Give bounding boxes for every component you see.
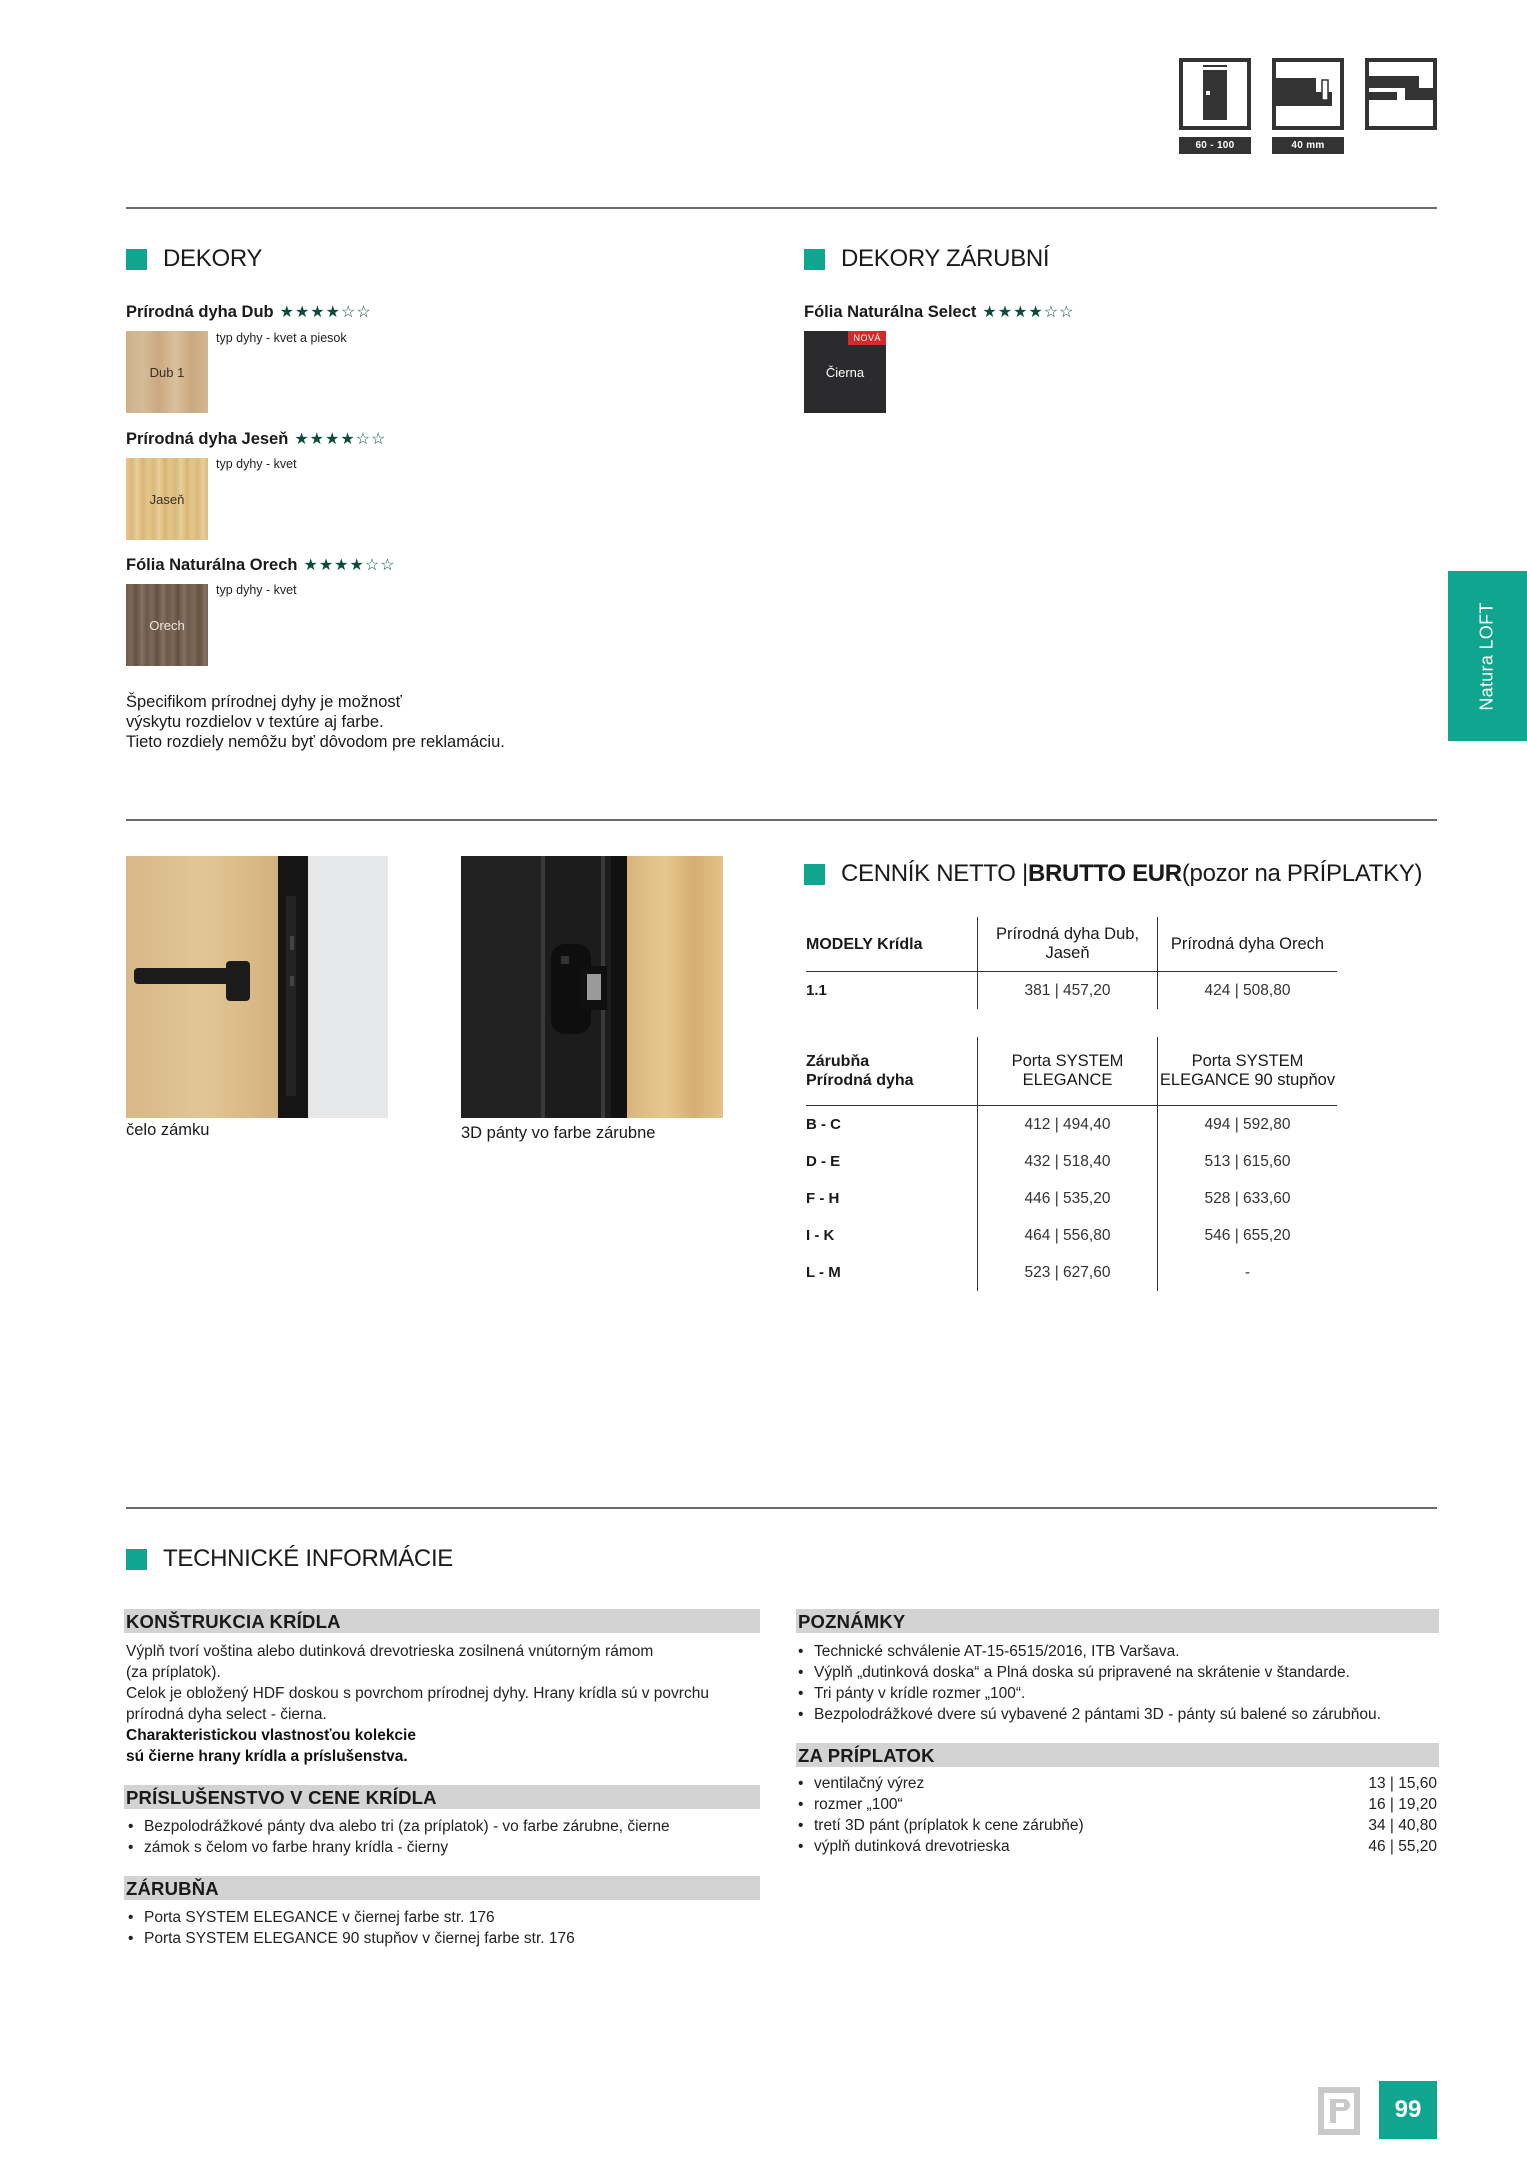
notes-heading: POZNÁMKY [796, 1609, 1439, 1633]
table-cell: 432 | 518,40 [978, 1143, 1158, 1180]
surcharge-list [796, 1773, 1437, 1857]
hinges-photo [461, 856, 723, 1118]
frames-price-table [806, 1037, 1337, 1291]
table-row [806, 1180, 1337, 1217]
dekory-title: DEKORY [126, 245, 262, 273]
table-row [806, 1143, 1337, 1180]
decor-type: typ dyhy - kvet [216, 457, 297, 471]
page-number: 99 [1379, 2081, 1437, 2139]
table-cell: D - E [806, 1153, 841, 1170]
section-marker [126, 1549, 147, 1570]
list-item: • Bezpolodrážkové dvere sú vybavené 2 pántami 3D - pánty sú balené so zárubňou. [796, 1704, 1381, 1725]
table-cell: B - C [806, 1116, 841, 1133]
table-cell: 446 | 535,20 [978, 1180, 1158, 1217]
tech-title: TECHNICKÉ INFORMÁCIE [126, 1545, 453, 1573]
header-cell: Porta SYSTEM ELEGANCE 90 stupňov [1158, 1037, 1338, 1106]
table-cell: I - K [806, 1227, 835, 1244]
section-side-tab: Natura LOFT [1448, 571, 1527, 741]
table-row [806, 1217, 1337, 1254]
section-marker [126, 249, 147, 270]
list-item: • výplň dutinková drevotrieska 46 | 55,20 [796, 1836, 1437, 1857]
notes-list [796, 1641, 1381, 1725]
table-header [806, 1037, 1337, 1106]
thickness-label: 40 mm [1272, 137, 1344, 154]
table-cell: 494 | 592,80 [1158, 1106, 1338, 1144]
dekory-zarubni-title: DEKORY ZÁRUBNÍ [804, 245, 1049, 273]
table-cell: 513 | 615,60 [1158, 1143, 1338, 1180]
header-cell: Porta SYSTEM ELEGANCE [978, 1037, 1158, 1106]
table-cell: 523 | 627,60 [978, 1254, 1158, 1291]
list-item: • Porta SYSTEM ELEGANCE v čiernej farbe str. 176 [126, 1907, 575, 1928]
rating-stars: ★★★★☆☆ [294, 431, 387, 448]
swatch-cierna: Čierna NOVÁ [804, 331, 886, 413]
frame-profile-icon [1365, 58, 1437, 130]
decor-name: Fólia Naturálna Orech ★★★★☆☆ [126, 556, 396, 574]
table-cell: 1.1 [806, 982, 827, 999]
table-cell: 381 | 457,20 [978, 972, 1158, 1010]
divider [126, 207, 1437, 209]
door-thickness-icon [1272, 58, 1344, 130]
width-label: 60 - 100 [1179, 137, 1251, 154]
header-cell: Zárubňa Prírodná dyha [806, 1037, 978, 1106]
decor-type: typ dyhy - kvet [216, 583, 297, 597]
list-item: • ventilačný výrez 13 | 15,60 [796, 1773, 1437, 1794]
list-item: • Výplň „dutinková doska“ a Plná doska sú pripravené na skrátenie v štandarde. [796, 1662, 1381, 1683]
porta-logo-icon [1318, 2087, 1360, 2135]
swatch-orech: Orech [126, 584, 208, 666]
rating-stars: ★★★★☆☆ [982, 304, 1075, 321]
photo-caption: 3D pánty vo farbe zárubne [461, 1124, 656, 1142]
list-item: • tretí 3D pánt (príplatok k cene zárubňe) 34 | 40,80 [796, 1815, 1437, 1836]
section-marker [804, 864, 825, 885]
decor-name: Prírodná dyha Jeseň ★★★★☆☆ [126, 430, 387, 448]
rating-stars: ★★★★☆☆ [303, 557, 396, 574]
table-cell: 424 | 508,80 [1158, 972, 1338, 1010]
decor-name: Prírodná dyha Dub ★★★★☆☆ [126, 303, 372, 321]
section-marker [804, 249, 825, 270]
list-item: • rozmer „100“ 16 | 19,20 [796, 1794, 1437, 1815]
table-cell: 528 | 633,60 [1158, 1180, 1338, 1217]
decor-type: typ dyhy - kvet a piesok [216, 331, 347, 345]
list-item: • Technické schválenie AT-15-6515/2016, ITB Varšava. [796, 1641, 1381, 1662]
table-row [806, 1106, 1337, 1144]
construction-text: Výplň tvorí voština alebo dutinková drevotrieska zosilnená vnútorným rámom (za príplatok). Celok je obložený HDF doskou s povrchom prírodnej dyhy. Hrany krídla sú v povrchu prírodná dyha select - čierna. Charakteristickou vlastnosťou kolekcie sú čierne hrany krídla a príslušenstva. [126, 1643, 709, 1765]
pricing-title: CENNÍK NETTO | BRUTTO EUR (pozor na PRÍPLATKY) [804, 860, 1422, 888]
photo-caption: čelo zámku [126, 1121, 210, 1139]
table-cell: 412 | 494,40 [978, 1106, 1158, 1144]
table-row [806, 972, 1337, 1010]
table-cell: 464 | 556,80 [978, 1217, 1158, 1254]
door-width-icon [1179, 58, 1251, 130]
models-price-table [806, 917, 1337, 1009]
header-cell: Prírodná dyha Orech [1158, 917, 1338, 972]
table-cell: F - H [806, 1190, 840, 1207]
frame-list [126, 1907, 575, 1949]
table-cell: 546 | 655,20 [1158, 1217, 1338, 1254]
rating-stars: ★★★★☆☆ [279, 304, 372, 321]
accessories-heading: PRÍSLUŠENSTVO V CENE KRÍDLA [124, 1785, 760, 1809]
list-item: • Porta SYSTEM ELEGANCE 90 stupňov v čiernej farbe str. 176 [126, 1928, 575, 1949]
list-item: • Bezpolodrážkové pánty dva alebo tri (za príplatok) - vo farbe zárubne, čierne [126, 1816, 670, 1837]
new-badge: NOVÁ [848, 331, 886, 345]
table-header [806, 917, 1337, 972]
frame-heading: ZÁRUBŇA [124, 1876, 760, 1900]
frame-decor-name: Fólia Naturálna Select ★★★★☆☆ [804, 303, 1075, 321]
accessories-list [126, 1816, 670, 1858]
lock-face-photo [126, 856, 388, 1118]
veneer-note: Špecifikom prírodnej dyhy je možnosť výskytu rozdielov v textúre aj farbe. Tieto rozdiely nemôžu byť dôvodom pre reklamáciu. [126, 693, 505, 751]
construction-heading: KONŠTRUKCIA KRÍDLA [124, 1609, 760, 1633]
table-cell: L - M [806, 1264, 841, 1281]
surcharge-heading: ZA PRÍPLATOK [796, 1743, 1439, 1767]
divider [126, 819, 1437, 821]
swatch-jasen: Jaseň [126, 458, 208, 540]
list-item: • Tri pánty v krídle rozmer „100“. [796, 1683, 1381, 1704]
divider [126, 1507, 1437, 1509]
table-cell: - [1158, 1254, 1338, 1291]
table-row [806, 1254, 1337, 1291]
list-item: • zámok s čelom vo farbe hrany krídla - čierny [126, 1837, 670, 1858]
header-cell: MODELY Krídla [806, 917, 978, 972]
swatch-dub: Dub 1 [126, 331, 208, 413]
header-cell: Prírodná dyha Dub, Jaseň [978, 917, 1158, 972]
